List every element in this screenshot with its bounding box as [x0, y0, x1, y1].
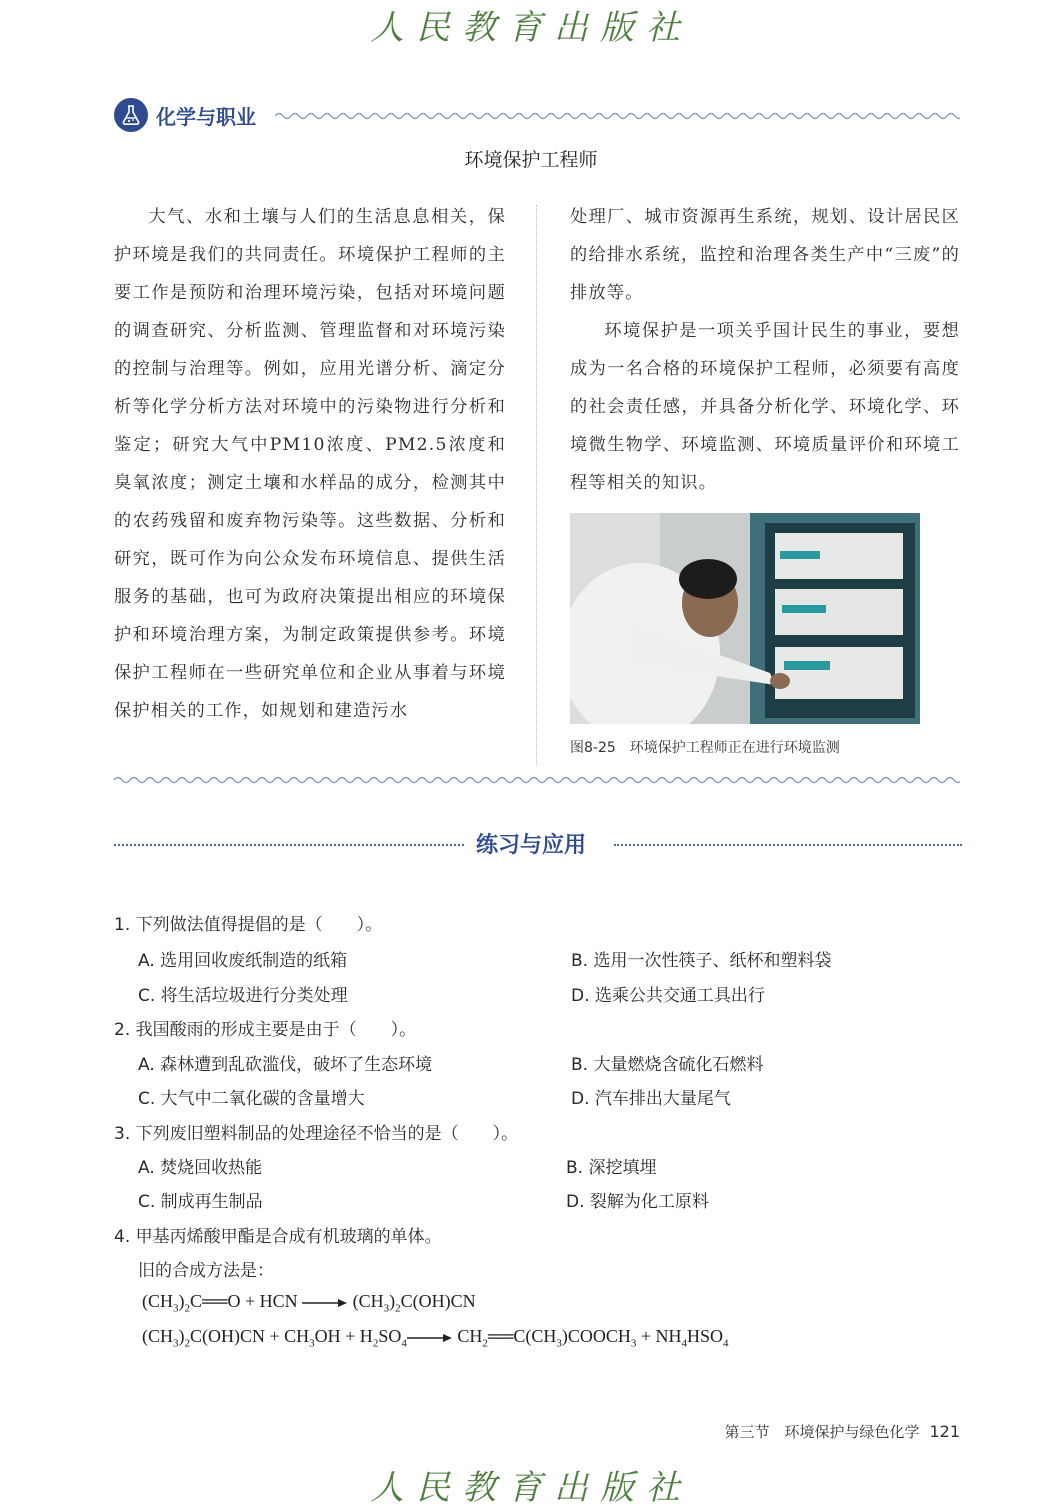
question-3-option-b: B. 深挖填埋 [566, 1158, 657, 1178]
question-2-stem: 2. 我国酸雨的形成主要是由于（ ）。 [114, 1020, 417, 1040]
section-header [114, 98, 256, 132]
publisher-watermark-bottom: 人民教育出版社 [370, 1468, 692, 1508]
question-3-option-d: D. 裂解为化工原料 [566, 1192, 709, 1212]
equation-2: $(CH_3)_2C(OH)CN + CH_3OH + H_2SO_4$ $CH_2══C(CH_3)COOCH_3 + NH_4HSO_4$ [142, 1326, 729, 1350]
wavy-rule-bottom [114, 774, 960, 786]
article-paragraph-1-cont: 处理厂、城市资源再生系统，规划、设计居民区的给排水系统，监控和治理各类生产中“三废”的排放等。 [570, 207, 960, 303]
question-3-option-a: A. 焚烧回收热能 [138, 1158, 263, 1178]
question-1-option-d: D. 选乘公共交通工具出行 [571, 986, 765, 1006]
question-2-option-b: B. 大量燃烧含硫化石燃料 [571, 1055, 764, 1075]
question-3-option-c: C. 制成再生制品 [138, 1192, 263, 1212]
dotted-rule-right [614, 844, 962, 846]
question-2-option-a: A. 森林遭到乱砍滥伐，破坏了生态环境 [138, 1055, 433, 1075]
question-1-option-b: B. 选用一次性筷子、纸杯和塑料袋 [571, 951, 832, 971]
footer-section-title: 第三节 环境保护与绿色化学 [724, 1423, 920, 1441]
article-right-column [570, 198, 960, 502]
question-2-option-d: D. 汽车排出大量尾气 [571, 1089, 731, 1109]
page-footer [724, 1421, 960, 1442]
article-paragraph-2: 环境保护是一项关乎国计民生的事业，要想成为一名合格的环境保护工程师，必须要有高度的社会责任感，并具备分析化学、环境化学、环境微生物学、环境监测、环境质量评价和环境工程等相关的知识。 [570, 321, 960, 493]
article-left-column [114, 198, 506, 730]
publisher-watermark-top: 人民教育出版社 [370, 8, 692, 48]
practice-heading: 练习与应用 [475, 833, 586, 858]
section-label: 化学与职业 [156, 104, 256, 129]
question-4-line2: 旧的合成方法是： [138, 1261, 274, 1281]
column-divider [536, 205, 537, 765]
question-1-stem: 1. 下列做法值得提倡的是（ ）。 [114, 915, 383, 935]
article-paragraph-1: 大气、水和土壤与人们的生活息息相关，保护环境是我们的共同责任。环境保护工程师的主要工作是预防和治理环境污染，包括对环境问题的调查研究、分析监测、管理监督和对环境污染的控制与治理等。例如，应用光谱分析、滴定分析等化学分析方法对环境中的污染物进行分析和鉴定；研究大气中PM10浓度、PM2.5浓度和臭氧浓度；测定土壤和水样品的成分，检测其中的农药残留和废弃物污染等。这些数据、分析和研究，既可作为向公众发布环境信息、提供生活服务的基础，也可为政府决策提出相应的环境保护和环境治理方案，为制定政策提供参考。环境保护工程师在一些研究单位和企业从事着与环境保护相关的工作，如规划和建造污水 [114, 207, 506, 721]
engineer-monitoring-photo [570, 513, 920, 724]
question-1-option-a: A. 选用回收废纸制造的纸箱 [138, 951, 348, 971]
article-title: 环境保护工程师 [464, 149, 598, 171]
question-3-stem: 3. 下列废旧塑料制品的处理途径不恰当的是（ ）。 [114, 1124, 519, 1144]
question-1-option-c: C. 将生活垃圾进行分类处理 [138, 986, 348, 1006]
figure-caption: 图8-25 环境保护工程师正在进行环境监测 [570, 740, 840, 756]
flask-icon [114, 98, 148, 132]
question-2-option-c: C. 大气中二氧化碳的含量增大 [138, 1089, 365, 1109]
question-4-stem: 4. 甲基丙烯酸甲酯是合成有机玻璃的单体。 [114, 1227, 442, 1247]
page-number: 121 [929, 1422, 960, 1441]
wavy-rule-top [275, 110, 960, 122]
equation-1: $(CH_3)_2C══O$ + HCN $(CH_3)_2C(OH)CN$ [142, 1291, 476, 1315]
